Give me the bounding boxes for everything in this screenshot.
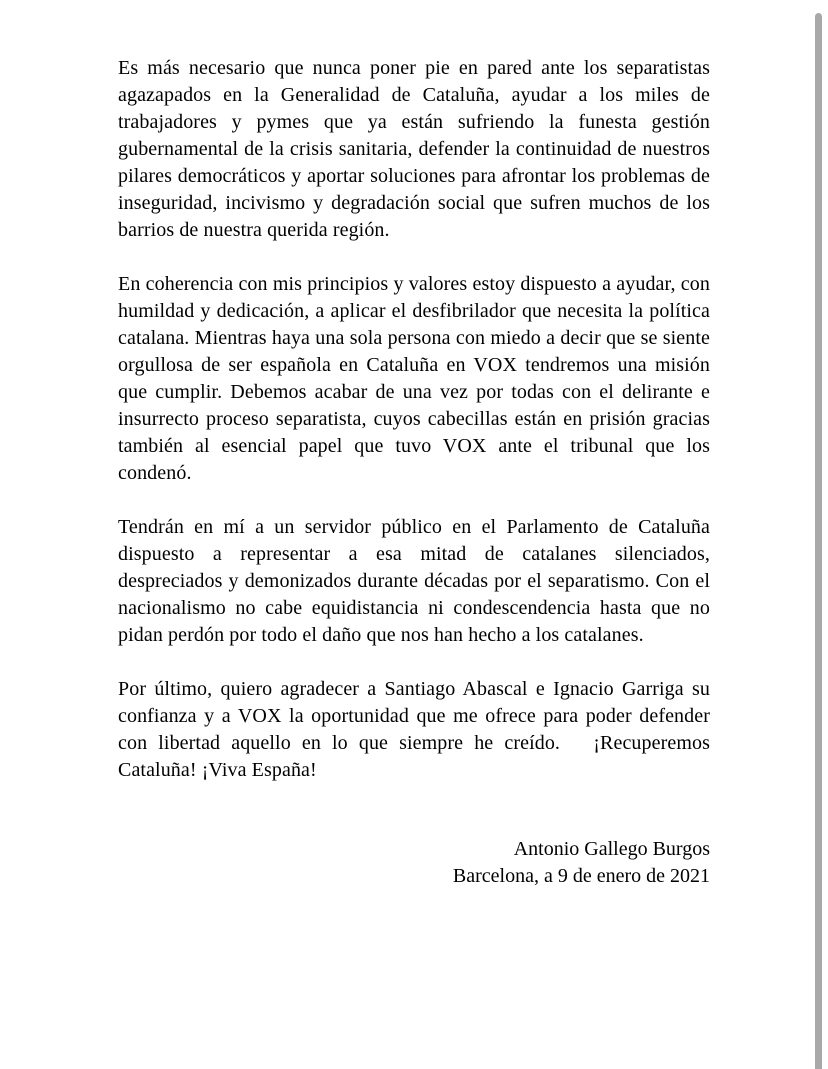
scrollbar-thumb[interactable]: [815, 13, 822, 1069]
signature-block: [118, 836, 710, 890]
letter-paragraph-2: En coherencia con mis principios y valores estoy dispuesto a ayudar, con humildad y dedicación, a aplicar el desfibrilador que necesita la política catalana. Mientras haya una sola persona con miedo a decir que se siente orgullosa de ser española en Cataluña en VOX tendremos una misión que cumplir. Debemos acabar de una vez por todas con el delirante e insurrecto proceso separatista, cuyos cabecillas están en prisión gracias también al esencial papel que tuvo VOX ante el tribunal que los condenó.: [118, 273, 710, 484]
signature-place-date: Barcelona, a 9 de enero de 2021: [452, 865, 710, 887]
letter-paragraph-3: Tendrán en mí a un servidor público en el Parlamento de Cataluña dispuesto a representar a esa mitad de catalanes silenciados, despreciados y demonizados durante décadas por el separatismo. Con el nacionalismo no cabe equidistancia ni condescendencia hasta que no pidan perdón por todo el daño que nos han hecho a los catalanes.: [118, 516, 710, 646]
scrollbar: [810, 0, 828, 1069]
letter-paragraph-1: Es más necesario que nunca poner pie en pared ante los separatistas agazapados en la Generalidad de Cataluña, ayudar a los miles de trabajadores y pymes que ya están sufriendo la funesta gestión gubernamental de la crisis sanitaria, defender la continuidad de nuestros pilares democráticos y aportar soluciones para afrontar los problemas de inseguridad, incivismo y degradación social que sufren muchos de los barrios de nuestra querida región.: [118, 57, 710, 241]
letter-paragraph-4: Por último, quiero agradecer a Santiago Abascal e Ignacio Garriga su confianza y a VOX la oportunidad que me ofrece para poder defender con libertad aquello en lo que siempre he creído. ¡Recuperemos Cataluña! ¡Viva España!: [118, 678, 710, 781]
signature-name: Antonio Gallego Burgos: [513, 838, 710, 860]
